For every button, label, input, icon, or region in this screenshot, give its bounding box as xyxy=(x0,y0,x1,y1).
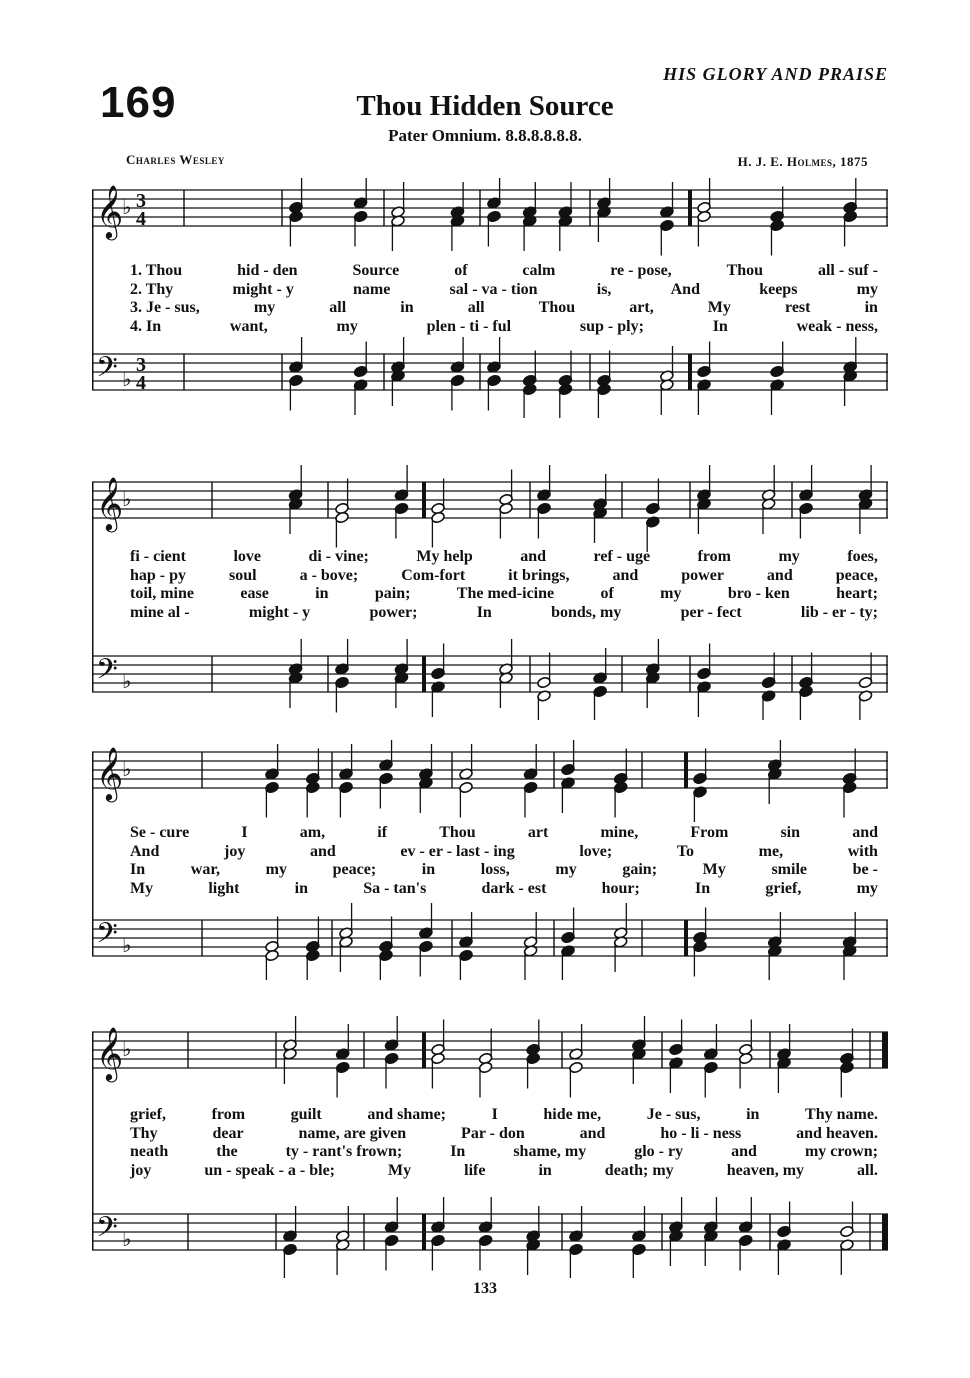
lyric-syllable: light xyxy=(208,879,240,897)
lyric-syllable: un - speak - a - ble; xyxy=(204,1161,336,1179)
verse-line-2 xyxy=(92,1125,888,1144)
time-signature-top: 3 xyxy=(136,354,146,376)
lyric-syllable: my xyxy=(253,299,276,316)
lyric-syllable: plen - ti - ful xyxy=(426,317,512,335)
lyric-syllable: Thou xyxy=(538,299,576,316)
lyric-syllable: power xyxy=(681,566,724,584)
time-signature-bottom: 4 xyxy=(136,372,146,394)
flat-key-signature: ♭ xyxy=(122,487,132,511)
lyric-syllable: pain; xyxy=(374,585,411,602)
lyric-syllable: sin xyxy=(780,824,801,841)
lyric-syllable: My xyxy=(707,299,731,316)
lyric-syllable: glo - ry xyxy=(634,1143,684,1160)
lyric-syllable: my xyxy=(336,317,358,335)
verse-line-1 xyxy=(92,824,888,843)
lyric-syllable: all. xyxy=(857,1161,878,1179)
flat-key-signature: ♭ xyxy=(122,1037,132,1061)
lyric-syllable: In xyxy=(695,879,711,897)
lyric-syllable: ev - er - last - ing xyxy=(400,842,515,860)
lyric-syllable: of xyxy=(454,262,468,279)
lyric-syllable: Se - cure xyxy=(130,824,190,841)
lyric-syllable: my crown; xyxy=(804,1143,878,1160)
lyric-syllable: bro - ken xyxy=(727,585,790,602)
lyric-syllable: Source xyxy=(352,262,400,279)
verse-line-1 xyxy=(92,1106,888,1125)
lyric-syllable: per - fect xyxy=(680,603,742,621)
music-system-2 xyxy=(92,460,888,720)
lyric-syllable: love xyxy=(233,548,261,565)
treble-clef: 𝄞 xyxy=(96,476,124,530)
lyric-syllable: hid - den xyxy=(237,262,298,279)
verse-line-4 xyxy=(92,604,888,623)
lyric-syllable: 1. Thou xyxy=(130,262,183,279)
lyric-syllable: I xyxy=(241,824,248,841)
lyric-syllable: art xyxy=(527,824,549,841)
section-heading: HIS GLORY AND PRAISE xyxy=(663,64,888,84)
flat-key-signature: ♭ xyxy=(122,669,132,693)
lyric-syllable: mine, xyxy=(600,824,639,841)
lyrics-system-4 xyxy=(92,1106,888,1180)
lyric-syllable: 2. Thy xyxy=(130,280,174,298)
lyric-syllable: joy xyxy=(130,1161,152,1179)
lyric-syllable: be - xyxy=(852,861,878,878)
lyric-syllable: Par - don xyxy=(461,1124,525,1142)
lyric-syllable: calm xyxy=(522,262,556,279)
lyric-syllable: and heaven. xyxy=(796,1124,878,1142)
lyric-syllable: 4. In xyxy=(130,317,162,335)
page-number: 133 xyxy=(473,1280,497,1297)
lyric-syllable: My xyxy=(130,879,154,897)
lyric-syllable: di - vine; xyxy=(308,548,369,565)
lyric-syllable: all xyxy=(467,299,485,316)
lyric-syllable: my xyxy=(778,548,800,565)
lyric-syllable: my xyxy=(856,280,878,298)
lyric-syllable: fi - cient xyxy=(130,548,186,565)
lyric-syllable: And xyxy=(130,842,160,860)
lyric-syllable: gain; xyxy=(622,861,658,878)
flat-key-signature: ♭ xyxy=(122,933,132,957)
lyrics-system-3 xyxy=(92,824,888,898)
lyric-syllable: toil, mine xyxy=(130,585,194,602)
lyric-syllable: lib - er - ty; xyxy=(800,603,878,621)
lyric-syllable: In xyxy=(476,603,492,621)
lyric-syllable: grief, xyxy=(765,879,802,897)
music-system-4 xyxy=(92,1016,888,1278)
verse-line-1 xyxy=(92,262,888,281)
lyric-syllable: in xyxy=(421,861,436,878)
lyric-syllable: and xyxy=(766,566,793,584)
lyric-syllable: my xyxy=(660,585,682,602)
lyric-syllable: and xyxy=(612,566,639,584)
lyric-syllable: In xyxy=(130,861,146,878)
lyric-syllable: the xyxy=(216,1143,238,1160)
lyric-syllable: peace, xyxy=(835,566,878,584)
lyric-syllable: sal - va - tion xyxy=(449,280,538,298)
lyric-syllable: am, xyxy=(299,824,326,841)
flat-key-signature: ♭ xyxy=(122,757,132,781)
lyric-syllable: Sa - tan's xyxy=(363,879,427,897)
lyric-syllable: with xyxy=(847,842,878,860)
lyric-syllable: all xyxy=(329,299,347,316)
verse-line-3 xyxy=(92,585,888,604)
lyric-syllable: from xyxy=(697,548,731,565)
lyric-syllable: hap - py xyxy=(130,566,187,584)
lyrics-system-1 xyxy=(92,262,888,336)
lyric-syllable: if xyxy=(377,824,388,841)
lyric-syllable: bonds, my xyxy=(551,603,622,621)
lyric-syllable: My xyxy=(702,861,726,878)
verse-line-1 xyxy=(92,548,888,567)
lyric-syllable: Thou xyxy=(439,824,476,841)
lyric-syllable: From xyxy=(690,824,729,841)
lyric-syllable: and xyxy=(579,1124,606,1142)
lyric-syllable: ho - li - ness xyxy=(660,1124,742,1142)
lyric-syllable: Com-fort xyxy=(401,566,466,584)
lyric-syllable: in xyxy=(315,585,329,602)
lyric-syllable: In xyxy=(450,1143,466,1160)
lyric-syllable: in xyxy=(400,299,414,316)
lyric-syllable: name, are given xyxy=(298,1124,407,1142)
lyric-syllable: My help xyxy=(416,548,473,565)
lyric-syllable: weak - ness, xyxy=(796,317,878,335)
hymn-number: 169 xyxy=(100,78,177,127)
flat-key-signature: ♭ xyxy=(122,1227,132,1251)
lyric-syllable: And xyxy=(670,280,700,298)
bass-clef: 𝄢 xyxy=(96,351,118,391)
lyric-syllable: dear xyxy=(212,1124,244,1142)
lyric-syllable: me, xyxy=(758,842,784,860)
lyric-syllable: war, xyxy=(190,861,220,878)
lyric-syllable: mine al - xyxy=(130,603,190,621)
lyric-syllable: art, xyxy=(629,299,654,316)
verse-line-4 xyxy=(92,880,888,899)
lyric-syllable: heaven, my xyxy=(726,1161,805,1179)
flat-key-signature: ♭ xyxy=(122,367,132,391)
lyric-syllable: and xyxy=(309,842,336,860)
lyric-syllable: I xyxy=(491,1106,498,1123)
lyric-syllable: peace; xyxy=(332,861,377,878)
lyric-syllable: love; xyxy=(579,842,613,860)
lyric-syllable: sup - ply; xyxy=(579,317,644,335)
lyric-syllable: my xyxy=(555,861,577,878)
music-system-3 xyxy=(92,740,888,980)
tune-name-meter: Pater Omnium. 8.8.8.8.8.8. xyxy=(388,126,582,145)
verse-line-2 xyxy=(92,843,888,862)
lyric-syllable: smile xyxy=(771,861,807,878)
lyric-syllable: In xyxy=(712,317,728,335)
hymn-title: Thou Hidden Source xyxy=(356,90,614,122)
lyric-syllable: from xyxy=(211,1106,246,1123)
lyric-syllable: 3. Je - sus, xyxy=(130,299,200,316)
lyric-syllable: re - pose, xyxy=(610,262,672,279)
lyric-syllable: in xyxy=(294,879,308,897)
lyric-syllable: grief, xyxy=(130,1106,166,1123)
lyric-syllable: is, xyxy=(596,280,612,298)
lyric-syllable: and xyxy=(731,1143,757,1160)
treble-clef: 𝄞 xyxy=(96,184,124,238)
lyric-syllable: in xyxy=(746,1106,760,1123)
verse-line-4 xyxy=(92,318,888,337)
lyric-syllable: and xyxy=(852,824,878,841)
lyrics-system-2 xyxy=(92,548,888,622)
lyric-syllable: heart; xyxy=(836,585,878,602)
time-signature-bottom: 4 xyxy=(136,208,146,230)
lyric-syllable: loss, xyxy=(480,861,510,878)
verse-line-2 xyxy=(92,567,888,586)
lyric-syllable: my xyxy=(265,861,287,878)
lyric-syllable: hide me, xyxy=(543,1106,602,1123)
lyric-syllable: name xyxy=(353,280,391,298)
lyric-syllable: The med-icine xyxy=(456,585,555,602)
lyric-syllable: guilt xyxy=(290,1106,322,1123)
lyric-syllable: Thy name. xyxy=(805,1106,878,1123)
lyric-syllable: want, xyxy=(229,317,268,335)
lyric-syllable: Thou xyxy=(726,262,764,279)
lyric-syllable: hour; xyxy=(601,879,640,897)
verse-line-3 xyxy=(92,861,888,880)
lyric-syllable: life xyxy=(464,1161,486,1179)
lyric-syllable: it brings, xyxy=(508,566,570,584)
composer-credit: H. J. E. Holmes, 1875 xyxy=(737,154,868,169)
lyric-syllable: joy xyxy=(223,842,246,860)
verse-line-4 xyxy=(92,1162,888,1181)
lyric-syllable: in xyxy=(864,299,878,316)
lyric-syllable: ease xyxy=(240,585,269,602)
lyric-syllable: soul xyxy=(229,566,257,584)
lyric-syllable: and xyxy=(520,548,547,565)
lyric-syllable: Je - sus, xyxy=(646,1106,701,1123)
lyric-syllable: a - bove; xyxy=(299,566,359,584)
lyric-syllable: My xyxy=(388,1161,412,1179)
verse-line-3 xyxy=(92,299,888,318)
lyric-syllable: might - y xyxy=(232,280,294,298)
bass-clef: 𝄢 xyxy=(96,917,118,957)
lyric-syllable: shame, my xyxy=(513,1143,587,1160)
author-credit: Charles Wesley xyxy=(126,152,225,167)
music-system-1 xyxy=(92,178,888,418)
lyric-syllable: in xyxy=(538,1161,552,1179)
lyric-syllable: power; xyxy=(369,603,418,621)
lyric-syllable: my xyxy=(856,879,878,897)
lyric-syllable: death; my xyxy=(604,1161,674,1179)
lyric-syllable: keeps xyxy=(759,280,798,298)
lyric-syllable: neath xyxy=(130,1143,169,1160)
lyric-syllable: dark - est xyxy=(481,879,547,897)
flat-key-signature: ♭ xyxy=(122,195,132,219)
bass-clef: 𝄢 xyxy=(96,653,118,693)
lyric-syllable: Thy xyxy=(130,1124,158,1142)
lyric-syllable: of xyxy=(600,585,614,602)
bass-clef: 𝄢 xyxy=(96,1211,118,1251)
lyric-syllable: ty - rant's frown; xyxy=(285,1143,403,1160)
lyric-syllable: rest xyxy=(785,299,811,316)
lyric-syllable: might - y xyxy=(248,603,311,621)
lyric-syllable: foes, xyxy=(847,548,878,565)
time-signature-top: 3 xyxy=(136,190,146,212)
verse-line-2 xyxy=(92,281,888,300)
lyric-syllable: To xyxy=(676,842,695,860)
lyric-syllable: ref - uge xyxy=(593,548,651,565)
lyric-syllable: and shame; xyxy=(367,1106,446,1123)
lyric-syllable: all - suf - xyxy=(817,262,878,279)
verse-line-3 xyxy=(92,1143,888,1162)
treble-clef: 𝄞 xyxy=(96,1026,124,1080)
treble-clef: 𝄞 xyxy=(96,746,124,800)
